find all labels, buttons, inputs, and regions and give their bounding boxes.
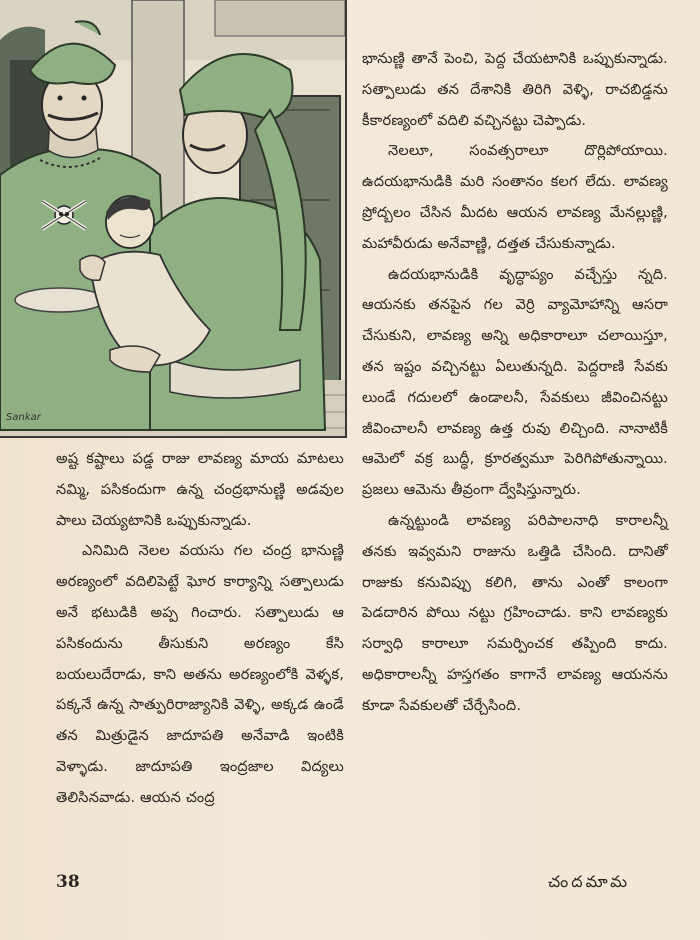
paragraph: ఉదయభానుడికి వృద్ధాప్యం వచ్చేస్తు న్నది. ఆయనకు తనపైన గల వెర్రి వ్యామోహాన్ని ఆసరా చేసుకుని, లావణ్య అన్ని అధికారాలూ చలాయిస్తూ, తన ఇష్టం వచ్చినట్టు ఏలుతున్నది. పెద్దరాణి సేవకు లుండే గదులలో ఉండాలనీ, సేవకులు జీవించినట్టు జీవించాలనీ లావణ్య ఉత్త రువు లిచ్చింది. నానాటికీ ఆమెలో వక్ర బుద్ధీ, క్రూరత్వమూ పెరిగిపోతున్నాయి. ప్రజలు ఆమెను తీవ్రంగా ద్వేషిస్తున్నారు. — [362, 266, 668, 499]
magazine-name: చందమామ — [548, 872, 631, 891]
story-illustration — [0, 0, 347, 438]
left-text-column — [56, 444, 344, 814]
right-text-column — [362, 44, 668, 722]
paragraph: ఎనిమిది నెలల వయసు గల చంద్ర భానుణ్ణి అరణ్యంలో వదిలిపెట్టే ఘోర కార్యాన్ని సత్పాలుడు అనే భటుడికి అప్ప గించారు. సత్పాలుడు ఆ పసికందును తీసుకుని అరణ్యం కేసి బయలుదేరాడు, కాని అతను అరణ్యంలోకి వెళ్ళక, పక్కనే ఉన్న సాత్పురిరాజ్యానికి వెళ్ళి, అక్కడ ఉండే తన మిత్రుడైన జాదూపతి అనేవాడి ఇంటికి వెళ్ళాడు. జాదూపతి ఇంద్రజాల విద్యలు తెలిసినవాడు. ఆయన చంద్ర — [56, 543, 344, 806]
paragraph: అష్ట కష్టాలు పడ్డ రాజు లావణ్య మాయ మాటలు నమ్మి, పసికందుగా ఉన్న చంద్రభానుణ్ణి అడవుల పాలు చెయ్యటానికి ఒప్పుకున్నాడు. — [56, 451, 344, 529]
artist-signature: Sankar — [6, 412, 41, 423]
paragraph: నెలలూ, సంవత్సరాలూ దొర్లిపోయాయి. ఉదయభానుడికి మరి సంతానం కలగ లేదు. లావణ్య ప్రోద్బలం చేసిన మీదట ఆయన లావణ్య మేనల్లుణ్ణి, మహావీరుడు అనేవాణ్ణి, దత్తత చేసుకున్నాడు. — [362, 143, 668, 252]
paragraph: భానుణ్ణి తానే పెంచి, పెద్ద చేయటానికి ఒప్పుకున్నాడు. సత్పాలుడు తన దేశానికి తిరిగి వెళ్ళి, రాచబిడ్డను కీకారణ్యంలో వదిలి వచ్చినట్టు చెప్పాడు. — [362, 51, 668, 129]
paragraph: ఉన్నట్టుండి లావణ్య పరిపాలనాధి కారాలన్నీ తనకు ఇవ్వమని రాజును ఒత్తిడి చేసింది. దానితో రాజుకు కనువిప్పు కలిగి, తాను ఎంతో కాలంగా పెడదారిన పోయి నట్టు గ్రహించాడు. కాని లావణ్యకు సర్వాధి కారాలూ సమర్పించక తప్పింది కాదు. అధికారాలన్నీ హస్తగతం కాగానే లావణ్య ఆయనను కూడా సేవకులతో చేర్చేసింది. — [362, 512, 668, 714]
page-number: 38 — [56, 872, 80, 892]
